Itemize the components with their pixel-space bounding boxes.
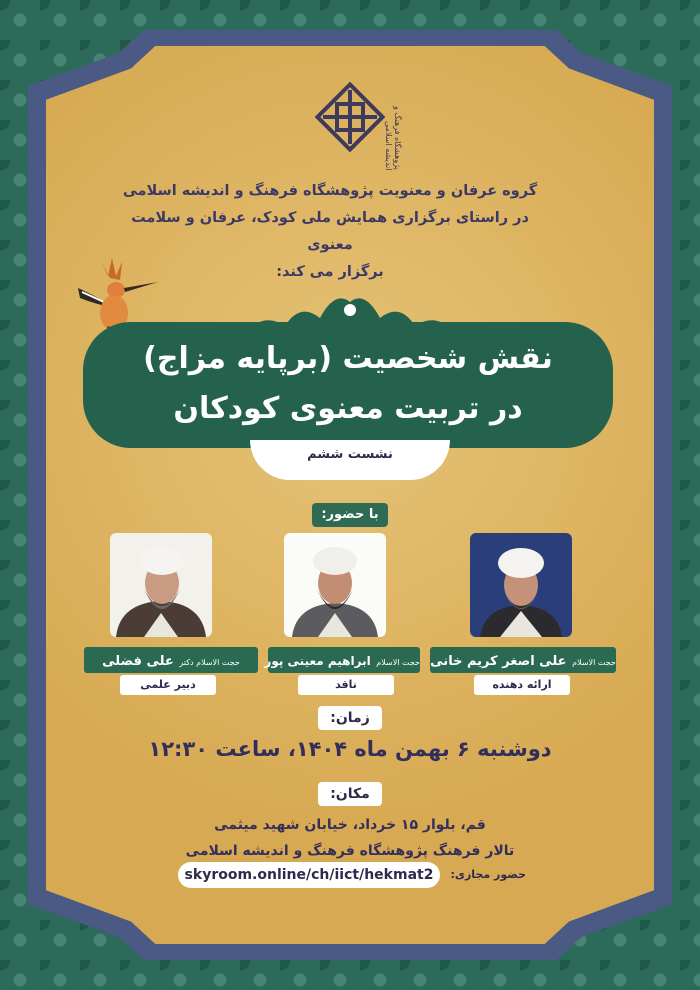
speaker-2-name-bar	[264, 647, 420, 673]
speaker-3-role: دبیر علمی	[120, 675, 216, 695]
speaker-3-name-bar	[84, 647, 258, 673]
title-line-2: در تربیت معنوی کودکان	[173, 391, 523, 426]
speaker-1-name-bar	[430, 647, 616, 673]
speaker-3-photo	[110, 533, 212, 637]
speaker-1-name: علی اصغر کریم خانی	[430, 654, 567, 669]
speaker-1-prefix: حجت الاسلام	[572, 658, 616, 667]
online-url-link[interactable]: skyroom.online/ch/iict/hekmat2	[178, 862, 440, 888]
intro-line-1: گروه عرفان و معنویت پژوهشگاه فرهنگ و اندیشه اسلامی	[122, 183, 538, 199]
intro-text	[120, 178, 540, 286]
online-row	[178, 862, 538, 892]
presence-label: با حضور:	[312, 503, 388, 527]
place-label: مکان:	[318, 782, 382, 806]
logo-caption: پژوهشگاه فرهنگ و اندیشه اسلامی	[384, 106, 402, 170]
intro-line-2: در راستای برگزاری همایش ملی کودک، عرفان و سلامت معنوی	[131, 210, 529, 253]
speaker-1-photo	[470, 533, 572, 637]
speaker-3-prefix: حجت الاسلام دکتر	[179, 658, 240, 667]
speaker-3-name: علی فضلی	[102, 654, 174, 669]
session-label: نشست ششم	[307, 447, 393, 462]
intro-line-3: برگزار می کند:	[276, 264, 384, 280]
institute-logo-icon	[315, 82, 385, 152]
time-label: زمان:	[318, 706, 382, 730]
speaker-2-photo	[284, 533, 386, 637]
speaker-2-prefix: حجت الاسلام	[376, 658, 420, 667]
address-line-1: قم، بلوار ۱۵ خرداد، خیابان شهید میثمی	[214, 817, 486, 833]
event-title	[83, 334, 613, 434]
address-line-2: تالار فرهنگ پژوهشگاه فرهنگ و اندیشه اسلامی	[185, 843, 515, 859]
online-label: حضور مجازی:	[450, 868, 526, 881]
event-address	[140, 812, 560, 864]
title-line-1: نقش شخصیت (برپایه مزاج)	[143, 341, 553, 376]
speaker-1-role: ارائه دهنده	[474, 675, 570, 695]
speaker-2-name: ابراهیم معینی پور	[264, 654, 371, 668]
speaker-2-role: ناقد	[298, 675, 394, 695]
event-datetime: دوشنبه ۶ بهمن ماه ۱۴۰۴، ساعت ۱۲:۳۰	[148, 737, 552, 761]
